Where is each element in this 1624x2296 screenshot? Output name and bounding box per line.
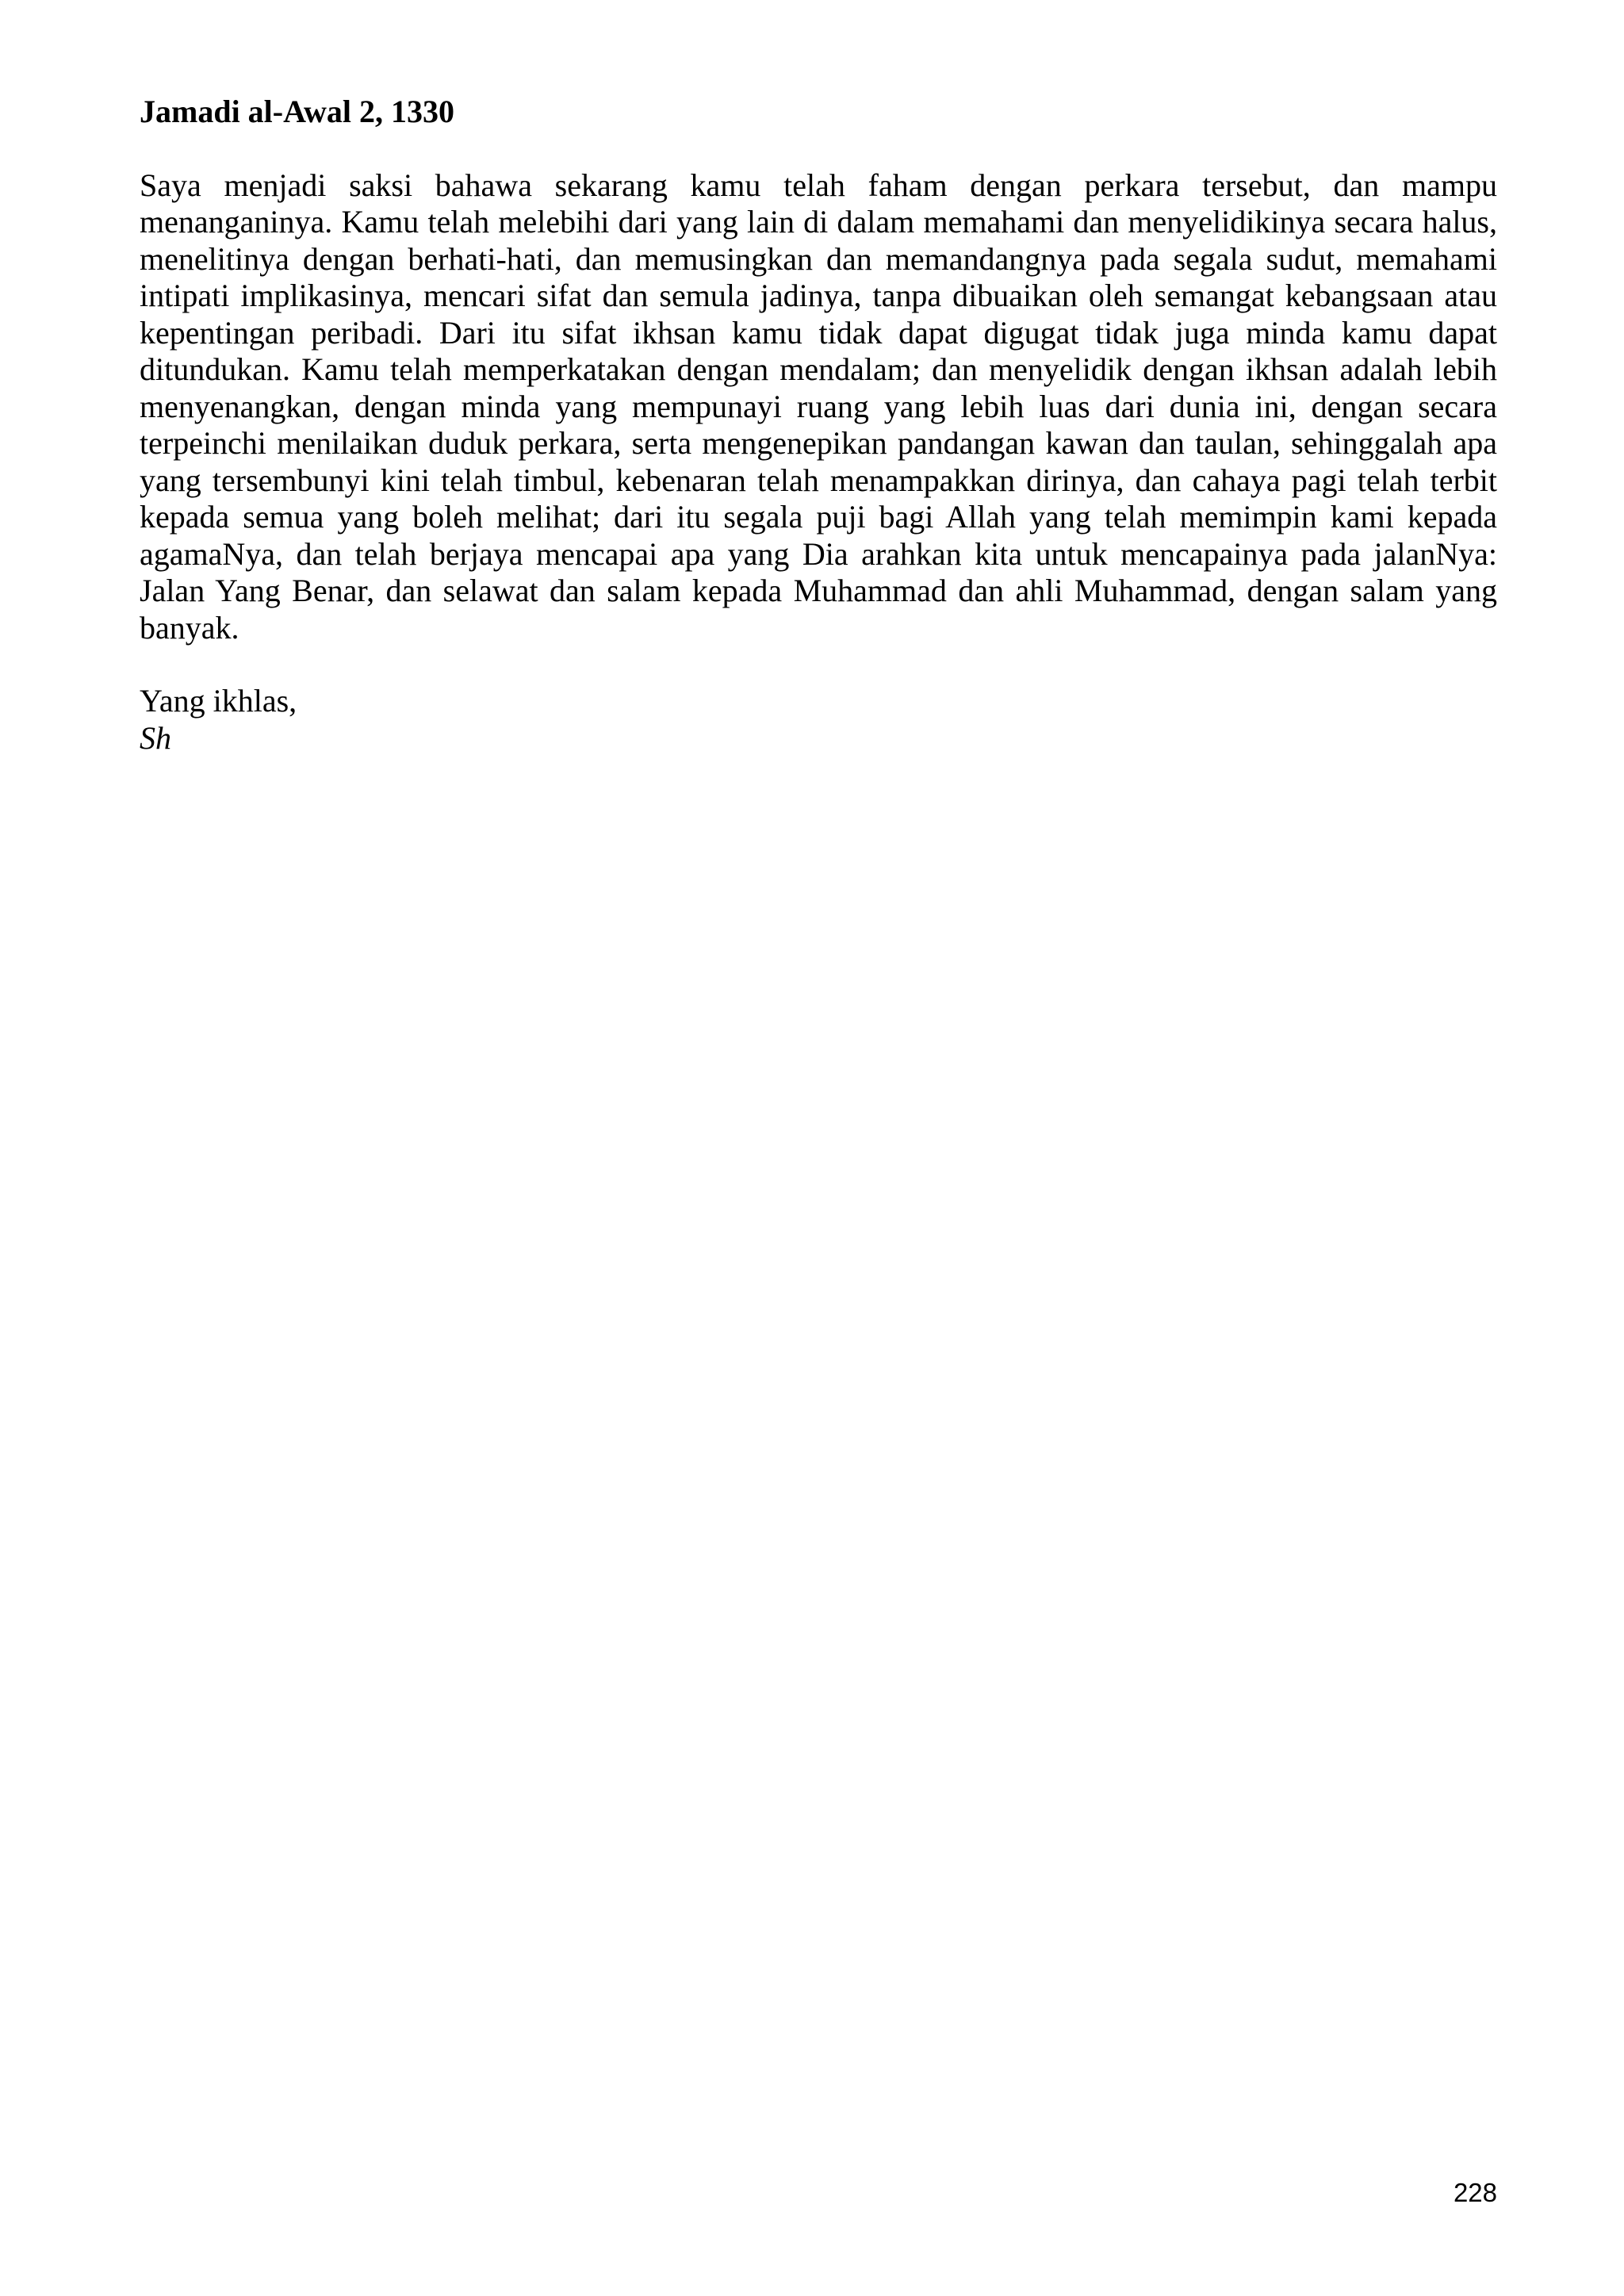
date-heading: Jamadi al-Awal 2, 1330	[140, 94, 455, 129]
letter-body: Saya menjadi saksi bahawa sekarang kamu telah faham dengan perkara tersebut, dan mampu menanganinya. Kamu telah melebihi dari yang lain di dalam memahami dan menyelidikinya secara halus, menelitinya dengan berhati-hati, dan memusingkan dan memandangnya pada segala sudut, memahami intipati implikasinya, mencari sifat dan semula jadinya, tanpa dibuaikan oleh semangat kebangsaan atau kepentingan peribadi. Dari itu sifat ikhsan kamu tidak dapat digugat tidak juga minda kamu dapat ditundukan. Kamu telah memperkatakan dengan mendalam; dan menyelidik dengan ikhsan adalah lebih menyenangkan, dengan minda yang mempunayi ruang yang lebih luas dari dunia ini, dengan secara terpeinchi menilaikan duduk perkara, serta mengenepikan pandangan kawan dan taulan, sehinggalah apa yang tersembunyi kini telah timbul, kebenaran telah menampakkan dirinya, dan cahaya pagi telah terbit kepada semua yang boleh melihat; dari itu segala puji bagi Allah yang telah memimpin kami kepada agamaNya, dan telah berjaya mencapai apa yang Dia arahkan kita untuk mencapainya pada jalanNya: Jalan Yang Benar, dan selawat dan salam kepada Muhammad dan ahli Muhammad, dengan salam yang banyak.	[140, 167, 1497, 646]
page-number: 228	[1453, 2178, 1497, 2207]
letter-closing: Yang ikhlas,	[140, 683, 297, 719]
letter-content	[140, 94, 1497, 757]
letter-signature: Sh	[140, 719, 171, 756]
